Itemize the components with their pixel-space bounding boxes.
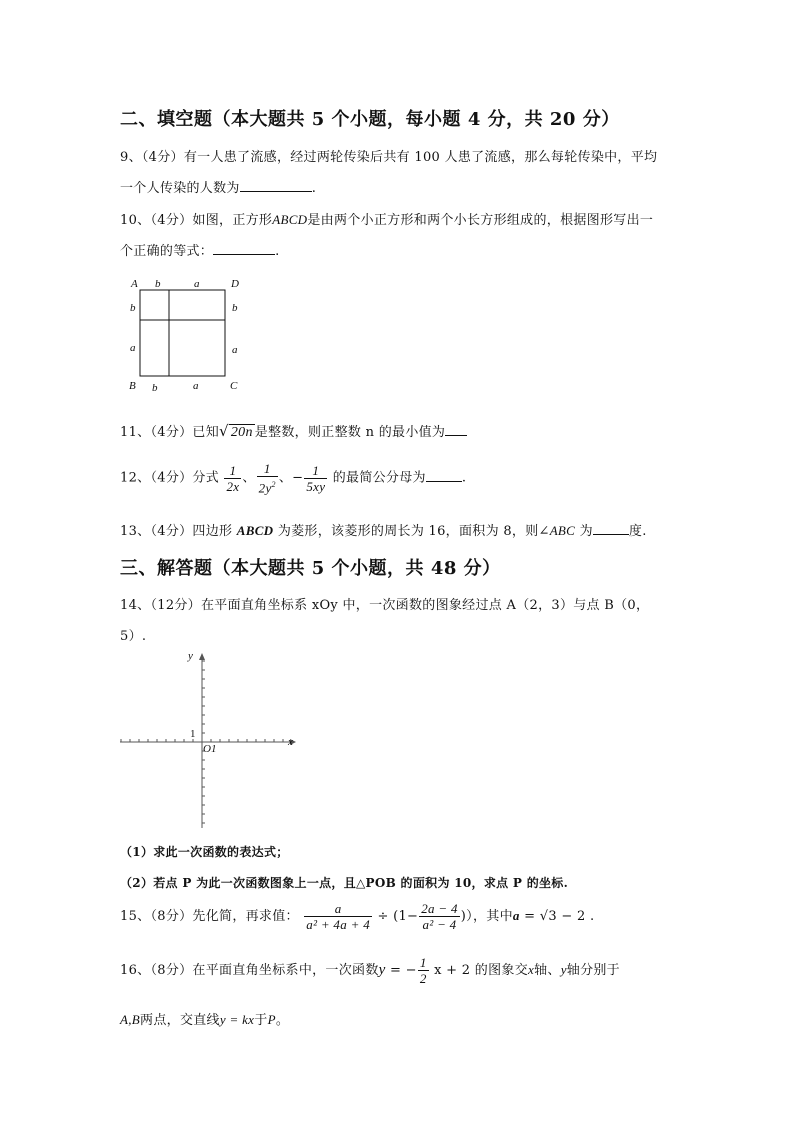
q9-answer-blank [240, 179, 312, 192]
label-bottom-a: a [193, 380, 199, 392]
q16-line2-mid: 两点，交直线 [140, 1013, 220, 1028]
q16-line2-eq: y = kx [219, 1012, 255, 1027]
q10-answer-blank [213, 242, 275, 255]
q14-sub2: （2）若点 P 为此一次函数图象上一点，且△POB 的面积为 10，求点 P 的坐标. [120, 876, 569, 890]
q10-line1-rest: 是由两个小正方形和两个小长方形组成的，根据图形写出一 [307, 213, 654, 228]
q12-sep2: 、− [278, 470, 304, 486]
q10-abcd: ABCD [272, 212, 308, 227]
q12-f3-num: 1 [312, 462, 320, 478]
q15-cond-eq: = [519, 909, 540, 924]
q12-end: . [461, 470, 467, 486]
square-figure-lines [120, 276, 250, 396]
q12-f1-num: 1 [229, 462, 237, 478]
q12-f2-num: 1 [263, 461, 271, 476]
q11-radicand: 20n [230, 425, 253, 440]
label-right-a: a [232, 344, 238, 356]
q10-end: . [275, 244, 280, 259]
q15-close: )），其中 [460, 909, 513, 924]
q15-fraction-2 [419, 901, 460, 932]
q12-f2-den-base: 2y [258, 480, 272, 496]
q9-end: . [311, 181, 317, 196]
q11-post: 是整数，则正整数 n 的最小值为 [254, 425, 446, 440]
q12-fraction-1 [224, 463, 241, 494]
q13-post: 为 [579, 524, 593, 539]
q13-mid: 为菱形，该菱形的周长为 16，面积为 8，则 [277, 524, 539, 539]
q14-line2: 5）. [120, 629, 147, 644]
label-top-a: a [194, 278, 200, 290]
q12-f2-den [257, 476, 278, 495]
q15-f2-den: a² − 4 [419, 916, 460, 932]
label-B: B [129, 380, 136, 392]
label-D: D [231, 278, 239, 290]
section-3-title: 三、解答题（本大题共 5 个小题，共 48 分） [120, 558, 501, 579]
q10-line2-text: 个正确的等式： [120, 244, 214, 259]
graph-x-label: x [288, 736, 293, 748]
q10-line1 [120, 209, 653, 228]
q13-answer-blank [593, 522, 629, 535]
q13-pre: 13、（4分）四边形 [120, 524, 233, 539]
q16-post: 的图象交 [474, 963, 528, 978]
q13-abcd: ABCD [236, 523, 274, 538]
q9-line2-text: 一个人传染的人数为 [120, 181, 240, 196]
q16-pre: 16、（8分）在平面直角坐标系中，一次函数 [120, 963, 379, 978]
q15-line [120, 901, 594, 932]
q12-f3-den: 5xy [306, 478, 326, 494]
q12-line [120, 461, 466, 495]
square-figure [120, 276, 250, 396]
graph-origin-label: O1 [203, 743, 217, 755]
sqrt-sign: √ [219, 422, 229, 440]
q15-f1-den: a² + 4a + 4 [306, 917, 371, 932]
q12-f2-exp: 2 [271, 480, 276, 489]
q16-f-den: 2 [419, 971, 427, 986]
graph-y-label: y [188, 650, 193, 662]
q15-f1-num: a [334, 901, 342, 916]
q15-fraction-1 [304, 901, 372, 932]
label-bottom-b: b [152, 382, 158, 394]
label-left-b: b [130, 302, 136, 314]
q10-line2 [120, 240, 280, 259]
label-left-a: a [130, 342, 136, 354]
q12-fraction-2 [257, 461, 278, 495]
q10-pre: 10、（4分）如图，正方形 [120, 213, 273, 228]
q15-f2-num: 2a − 4 [421, 901, 458, 916]
q9-line2 [120, 177, 316, 196]
q15-cond-tail: − 2 . [556, 909, 595, 924]
q16-tail: x + 2 [429, 963, 471, 978]
q14-sub1: （1）求此一次函数的表达式； [120, 845, 289, 859]
q16-ab: A,B [120, 1012, 141, 1027]
q16-eq: = − [385, 963, 417, 978]
q16-axis2: 轴分别于 [566, 963, 620, 978]
q13-angle: ∠ABC [538, 523, 576, 538]
q12-answer-blank [426, 469, 462, 482]
q16-line1 [120, 955, 620, 986]
q11-line [120, 421, 467, 441]
q13-end: 度. [628, 524, 647, 539]
q12-sep1: 、 [242, 470, 256, 486]
q15-cond-a: a [512, 908, 520, 923]
q16-axis: 轴、 [534, 963, 561, 978]
q12-f1-den: 2x [226, 478, 240, 494]
q11-answer-blank [445, 423, 467, 436]
coordinate-axes [120, 650, 300, 830]
label-C: C [230, 380, 238, 392]
graph-y-one-label: 1 [190, 728, 196, 740]
q15-cond-sqrt: √3 [539, 909, 557, 924]
q12-fraction-3 [304, 463, 327, 494]
label-top-b: b [155, 278, 161, 290]
q15-pre: 15、（8分）先化简，再求值： [120, 909, 299, 924]
q16-p: P [267, 1012, 276, 1027]
q16-fraction [418, 955, 429, 986]
q14-line1: 14、（12分）在平面直角坐标系 xOy 中，一次函数的图象经过点 A（2，3）与点 B（0， [120, 598, 650, 613]
q12-pre: 12、（4分）分式 [120, 470, 220, 486]
label-A: A [131, 278, 138, 290]
q16-y2: y [560, 962, 567, 977]
q13-line [120, 520, 647, 539]
label-right-b: b [232, 302, 238, 314]
q16-f-num: 1 [419, 955, 427, 970]
q9-line1: 9、（4分）有一人患了流感，经过两轮传染后共有 100 人患了流感，那么每轮传染中，平均 [120, 150, 658, 165]
q16-line2 [120, 1009, 289, 1028]
y-axis-arrow [199, 653, 205, 660]
q16-y: y [378, 962, 386, 978]
outer-square [140, 290, 225, 376]
section-2-title: 二、填空题（本大题共 5 个小题，每小题 4 分，共 20 分） [120, 109, 620, 130]
q12-post: 的最简公分母为 [332, 470, 426, 486]
q16-line2-post: 于 [254, 1013, 268, 1028]
q16-x: x [528, 962, 535, 977]
q11-pre: 11、（4分）已知 [120, 425, 220, 440]
coordinate-graph [120, 650, 300, 830]
q16-line2-end: 。 [275, 1013, 290, 1028]
q15-div: ÷ (1− [377, 909, 419, 924]
